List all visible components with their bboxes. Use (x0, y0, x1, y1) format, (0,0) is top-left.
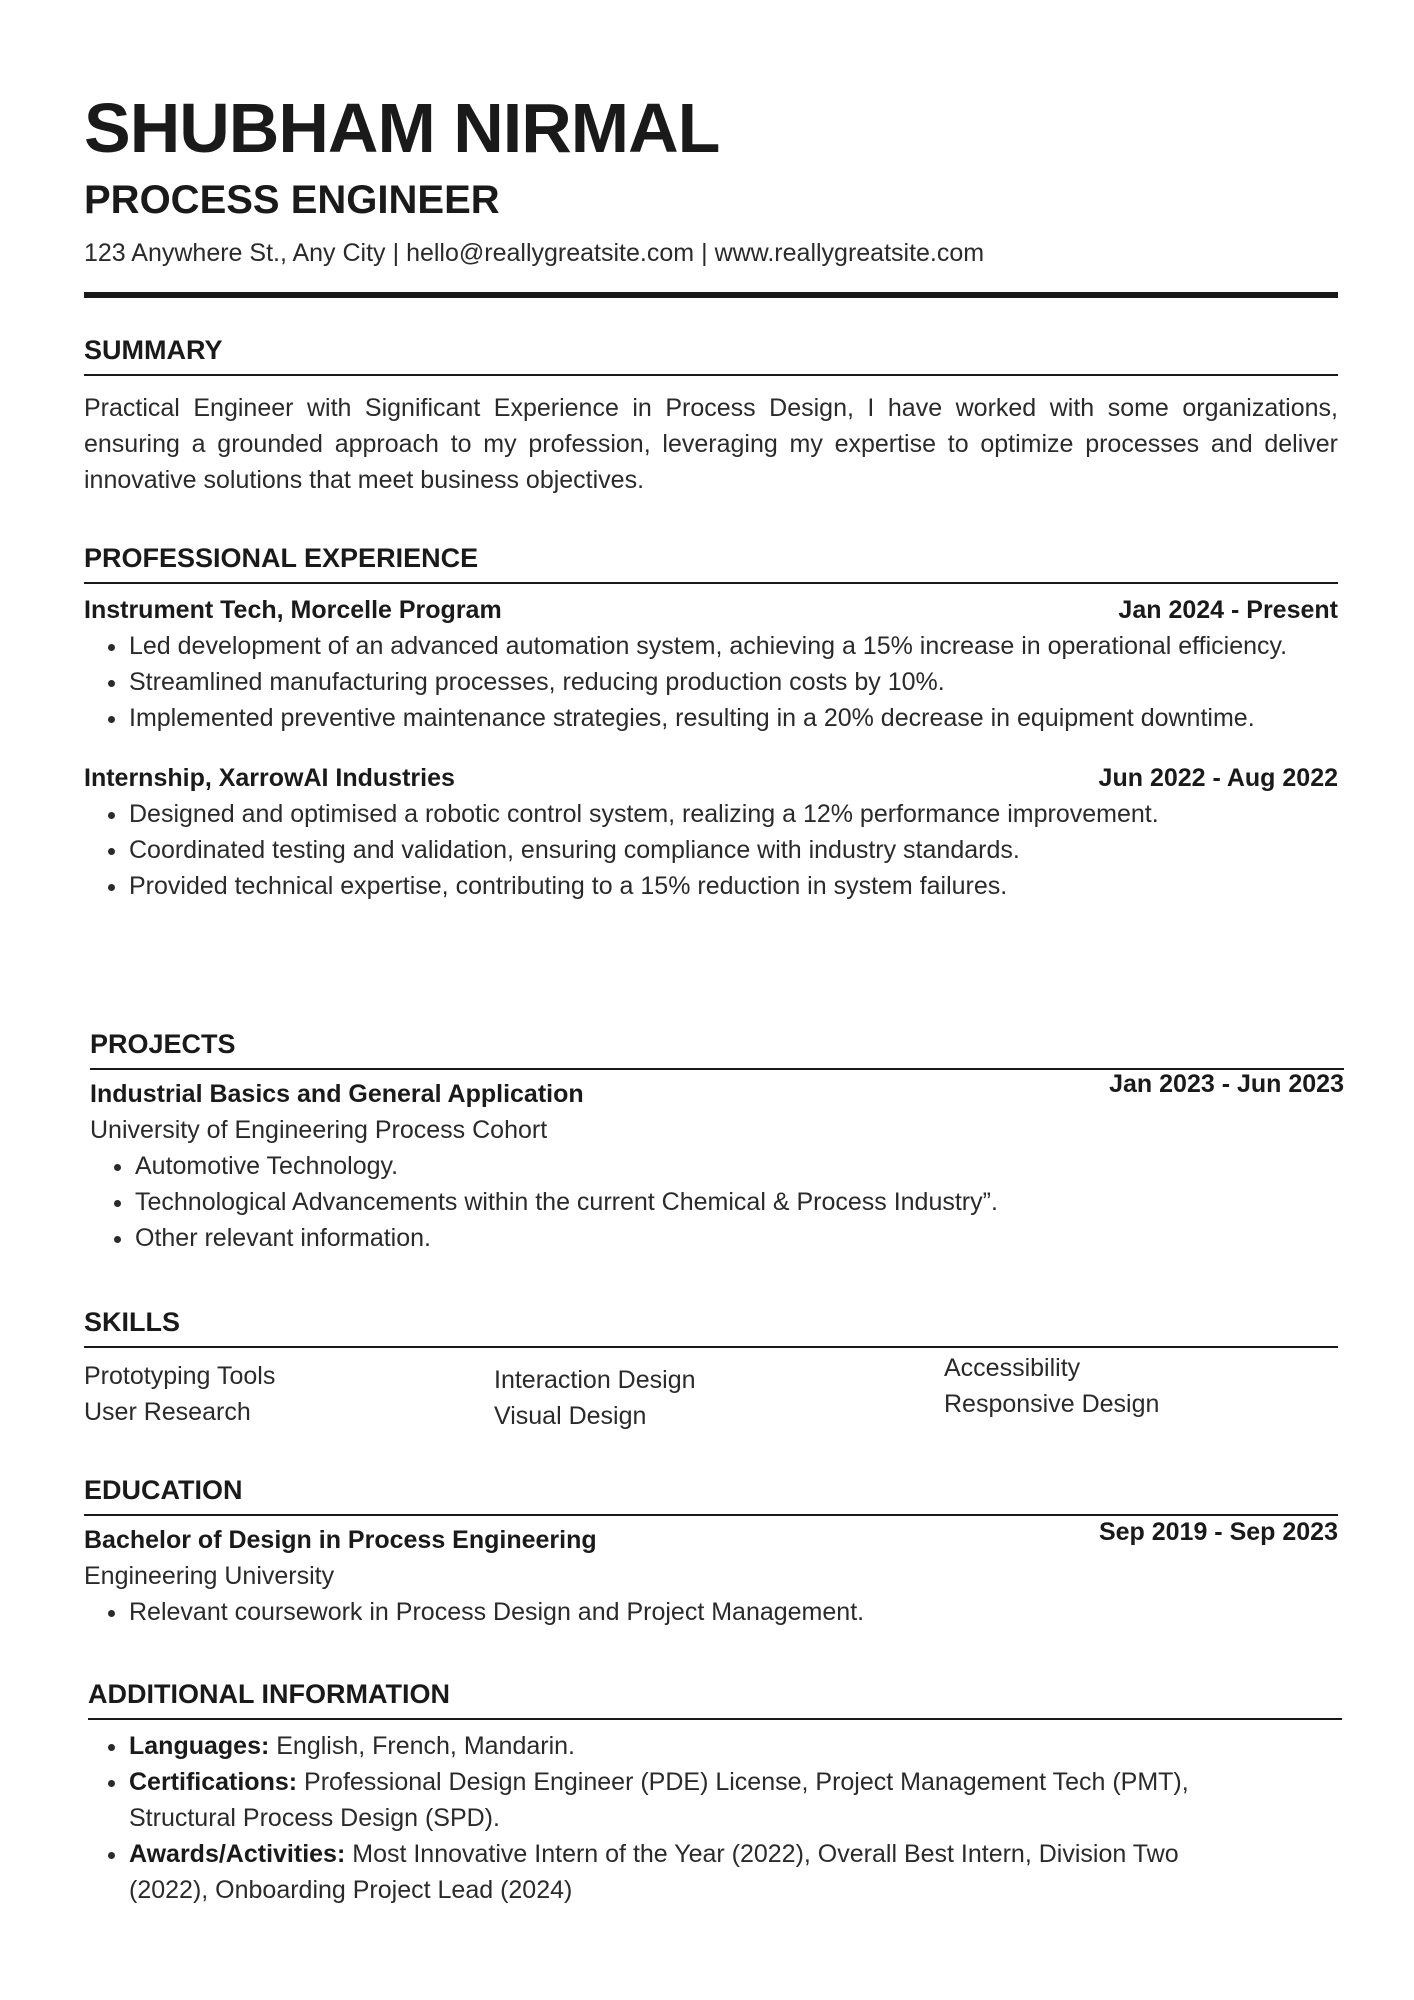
job-entry (84, 760, 1338, 904)
skills-column (944, 1350, 1159, 1434)
skills-column (494, 1362, 944, 1434)
info-text: Professional Design Engineer (PDE) License, Project Management Tech (PMT), Structural Process Design (SPD). (129, 1768, 1189, 1832)
info-label: Certifications: (129, 1768, 298, 1796)
section-heading: PROJECTS (90, 1026, 1344, 1070)
candidate-name: SHUBHAM NIRMAL (84, 89, 720, 167)
list-item (129, 1836, 1262, 1908)
skills-section (84, 1304, 1338, 1434)
experience-section (84, 540, 1338, 904)
list-item: • Automotive Technology. (135, 1148, 1344, 1184)
list-item: • Provided technical expertise, contributing to a 15% reduction in system failures. (129, 868, 1338, 904)
info-label: Awards/Activities: (129, 1840, 346, 1868)
job-role: Internship, XarrowAI Industries (84, 764, 455, 792)
list-item (129, 1764, 1262, 1836)
project-entry (90, 1070, 1344, 1256)
job-title: PROCESS ENGINEER (84, 178, 500, 222)
education-entry (84, 1518, 1338, 1630)
email: hello@reallygreatsite.com (406, 239, 695, 267)
project-org: University of Engineering Process Cohort (90, 1116, 548, 1144)
job-dates: Jan 2024 - Present (1118, 596, 1338, 624)
skill-item: User Research (84, 1398, 251, 1426)
job-entry (84, 592, 1338, 736)
project-name: Industrial Basics and General Application (90, 1080, 584, 1108)
job-bullets (84, 628, 1338, 736)
skill-item: Responsive Design (944, 1390, 1160, 1418)
project-dates: Jan 2023 - Jun 2023 (1109, 1070, 1344, 1098)
additional-list (88, 1728, 1342, 1908)
list-item: • Relevant coursework in Process Design and Project Management. (129, 1594, 1338, 1630)
projects-section (90, 1026, 1344, 1256)
skills-grid (84, 1352, 1338, 1434)
education-dates: Sep 2019 - Sep 2023 (1098, 1518, 1338, 1546)
skill-item: Prototyping Tools (84, 1362, 276, 1390)
additional-section (88, 1676, 1342, 1908)
education-section (84, 1472, 1338, 1630)
summary-section (84, 332, 1338, 498)
address: 123 Anywhere St., Any City (84, 239, 386, 267)
skill-item: Visual Design (494, 1402, 647, 1430)
list-item: • Coordinated testing and validation, ensuring compliance with industry standards. (129, 832, 1338, 868)
contact-separator: | (701, 239, 708, 267)
list-item: • Other relevant information. (135, 1220, 1344, 1256)
section-heading: SKILLS (84, 1304, 1338, 1348)
job-role: Instrument Tech, Morcelle Program (84, 596, 502, 624)
degree: Bachelor of Design in Process Engineering (84, 1526, 597, 1554)
skill-item: Interaction Design (494, 1366, 696, 1394)
section-heading: EDUCATION (84, 1472, 1338, 1516)
website: www.reallygreatsite.com (714, 239, 985, 267)
job-bullets (84, 796, 1338, 904)
list-item (129, 1728, 1262, 1764)
list-item: • Designed and optimised a robotic control system, realizing a 12% performance improvement. (129, 796, 1338, 832)
contact-line (84, 239, 984, 268)
info-label: Languages: (129, 1732, 270, 1760)
skill-item: Accessibility (944, 1354, 1081, 1382)
list-item: • Streamlined manufacturing processes, reducing production costs by 10%. (129, 664, 1338, 700)
list-item: • Implemented preventive maintenance strategies, resulting in a 20% decrease in equipment downtime. (129, 700, 1338, 736)
project-bullets (90, 1148, 1344, 1256)
info-text: English, French, Mandarin. (269, 1732, 575, 1760)
skills-column (84, 1358, 494, 1434)
info-text: Most Innovative Intern of the Year (2022), Overall Best Intern, Division Two (2022), Onboarding Project Lead (2024) (129, 1840, 1179, 1904)
list-item: • Led development of an advanced automation system, achieving a 15% increase in operational efficiency. (129, 628, 1338, 664)
summary-text: Practical Engineer with Significant Experience in Process Design, I have worked with some organizations, ensuring a grounded approach to my profession, leveraging my expertise to optimize processes and deliver innovative solutions that meet business objectives. (84, 394, 1338, 494)
section-heading: PROFESSIONAL EXPERIENCE (84, 540, 1338, 584)
resume-page (84, 0, 1344, 2000)
school: Engineering University (84, 1562, 335, 1590)
section-heading: ADDITIONAL INFORMATION (88, 1676, 1342, 1720)
education-bullets (84, 1594, 1338, 1630)
job-dates: Jun 2022 - Aug 2022 (1098, 764, 1338, 792)
header-divider (84, 292, 1338, 298)
section-heading: SUMMARY (84, 332, 1338, 376)
list-item: • Technological Advancements within the current Chemical & Process Industry”. (135, 1184, 1344, 1220)
contact-separator: | (392, 239, 400, 267)
